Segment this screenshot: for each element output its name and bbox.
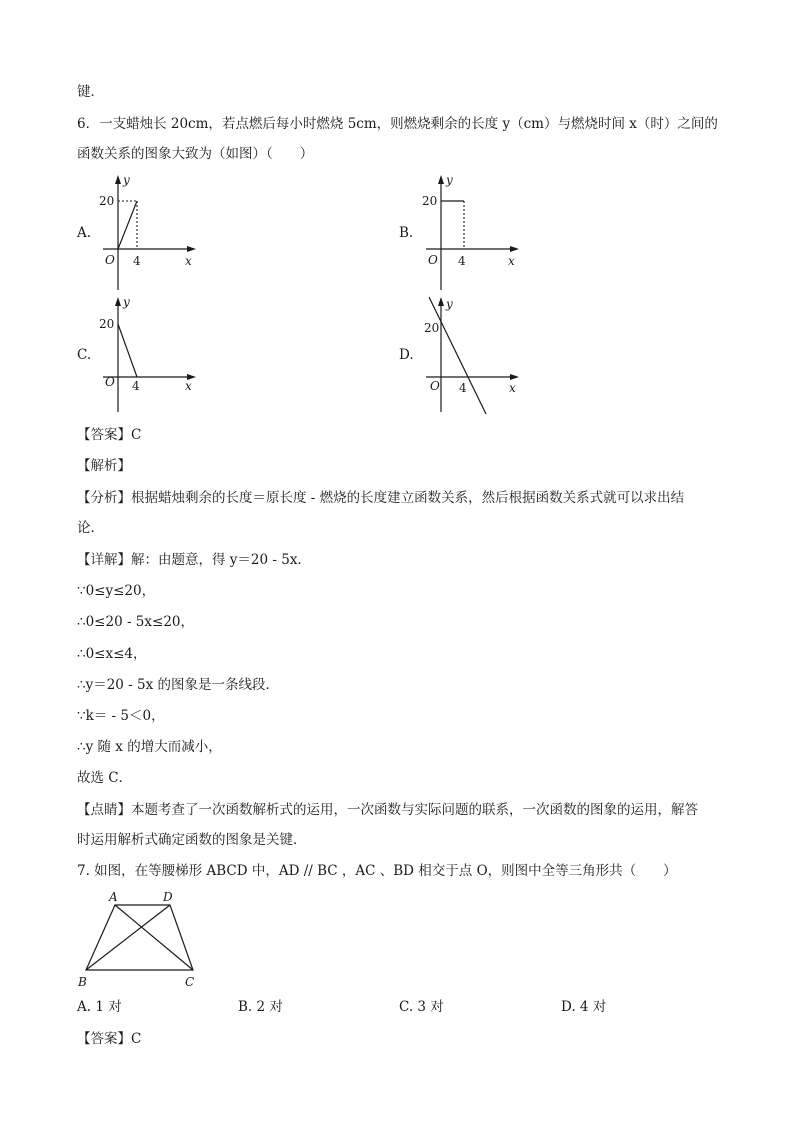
axis-x-label: x bbox=[508, 254, 515, 268]
trapezoid-figure bbox=[75, 885, 215, 995]
axis-y-label: y bbox=[446, 173, 453, 187]
tick-20: 20 bbox=[99, 194, 115, 208]
graph-option-b bbox=[418, 172, 528, 292]
q7-option-a: A. 1 对 bbox=[77, 999, 122, 1015]
question-6-stem: 6．一支蜡烛长 20cm，若点燃后每小时燃烧 5cm，则燃烧剩余的长度 y（cm）与燃烧时间 x（时）之间的 bbox=[77, 116, 718, 132]
tick-20: 20 bbox=[424, 321, 440, 335]
answer-7: 【答案】C bbox=[77, 1031, 142, 1047]
solution-step: ∵k＝ - 5＜0， bbox=[77, 708, 165, 724]
graph-option-a bbox=[95, 172, 205, 292]
tick-4: 4 bbox=[458, 254, 466, 268]
option-d-label: D. bbox=[399, 347, 414, 363]
axis-y-label: y bbox=[123, 173, 130, 187]
solution-step: ∵0≤y≤20， bbox=[77, 583, 156, 599]
tick-20: 20 bbox=[422, 194, 438, 208]
axis-x-label: x bbox=[185, 379, 192, 393]
tick-20: 20 bbox=[99, 317, 115, 331]
origin-label: O bbox=[105, 253, 115, 267]
graph-option-d bbox=[418, 294, 528, 419]
tick-4: 4 bbox=[133, 254, 141, 268]
axis-x-label: x bbox=[509, 381, 516, 395]
vertex-c-label: C bbox=[185, 975, 195, 989]
origin-label: O bbox=[105, 375, 115, 389]
analysis-fenxi: 【分析】根据蜡烛剩余的长度＝原长度 - 燃烧的长度建立函数关系，然后根据函数关系式就可以求出结 bbox=[77, 490, 685, 506]
option-a-label: A. bbox=[77, 225, 92, 241]
vertex-d-label: D bbox=[163, 890, 173, 904]
origin-label: O bbox=[430, 379, 440, 393]
vertex-a-label: A bbox=[109, 890, 118, 904]
axis-x-label: x bbox=[185, 254, 192, 268]
q7-option-d: D. 4 对 bbox=[561, 999, 607, 1015]
comment-dianjing: 【点睛】本题考查了一次函数解析式的运用，一次函数与实际问题的联系，一次函数的图象的运用，解答 bbox=[77, 802, 698, 818]
graph-option-c bbox=[95, 294, 205, 414]
analysis-heading: 【解析】 bbox=[77, 458, 131, 474]
solution-step: ∴y 随 x 的增大而减小， bbox=[77, 739, 222, 755]
solution-step: ∴y＝20 - 5x 的图象是一条线段． bbox=[77, 677, 280, 693]
solution-step: 故选 C． bbox=[77, 770, 133, 786]
origin-label: O bbox=[428, 253, 438, 267]
option-b-label: B. bbox=[399, 225, 414, 241]
question-7-stem: 7. 如图，在等腰梯形 ABCD 中，AD // BC ，AC 、BD 相交于点 O，则图中全等三角形共（ ） bbox=[77, 863, 677, 879]
solution-step: ∴0≤20 - 5x≤20， bbox=[77, 614, 195, 630]
question-6-stem-cont: 函数关系的图象大致为（如图）（ ） bbox=[77, 146, 314, 162]
q7-option-c: C. 3 对 bbox=[399, 999, 444, 1015]
text-line: 键． bbox=[77, 84, 104, 100]
solution-step: ∴0≤x≤4， bbox=[77, 646, 147, 662]
vertex-b-label: B bbox=[78, 975, 87, 989]
tick-4: 4 bbox=[132, 379, 140, 393]
q7-option-b: B. 2 对 bbox=[238, 999, 283, 1015]
axis-y-label: y bbox=[446, 297, 453, 311]
option-c-label: C. bbox=[77, 347, 92, 363]
detail-heading: 【详解】解：由题意，得 y＝20 - 5x． bbox=[77, 552, 311, 568]
comment-dianjing-cont: 时运用解析式确定函数的图象是关键． bbox=[77, 832, 307, 848]
tick-4: 4 bbox=[459, 381, 467, 395]
analysis-fenxi-cont: 论． bbox=[77, 520, 104, 536]
answer-6: 【答案】C bbox=[77, 427, 142, 443]
axis-y-label: y bbox=[123, 295, 130, 309]
